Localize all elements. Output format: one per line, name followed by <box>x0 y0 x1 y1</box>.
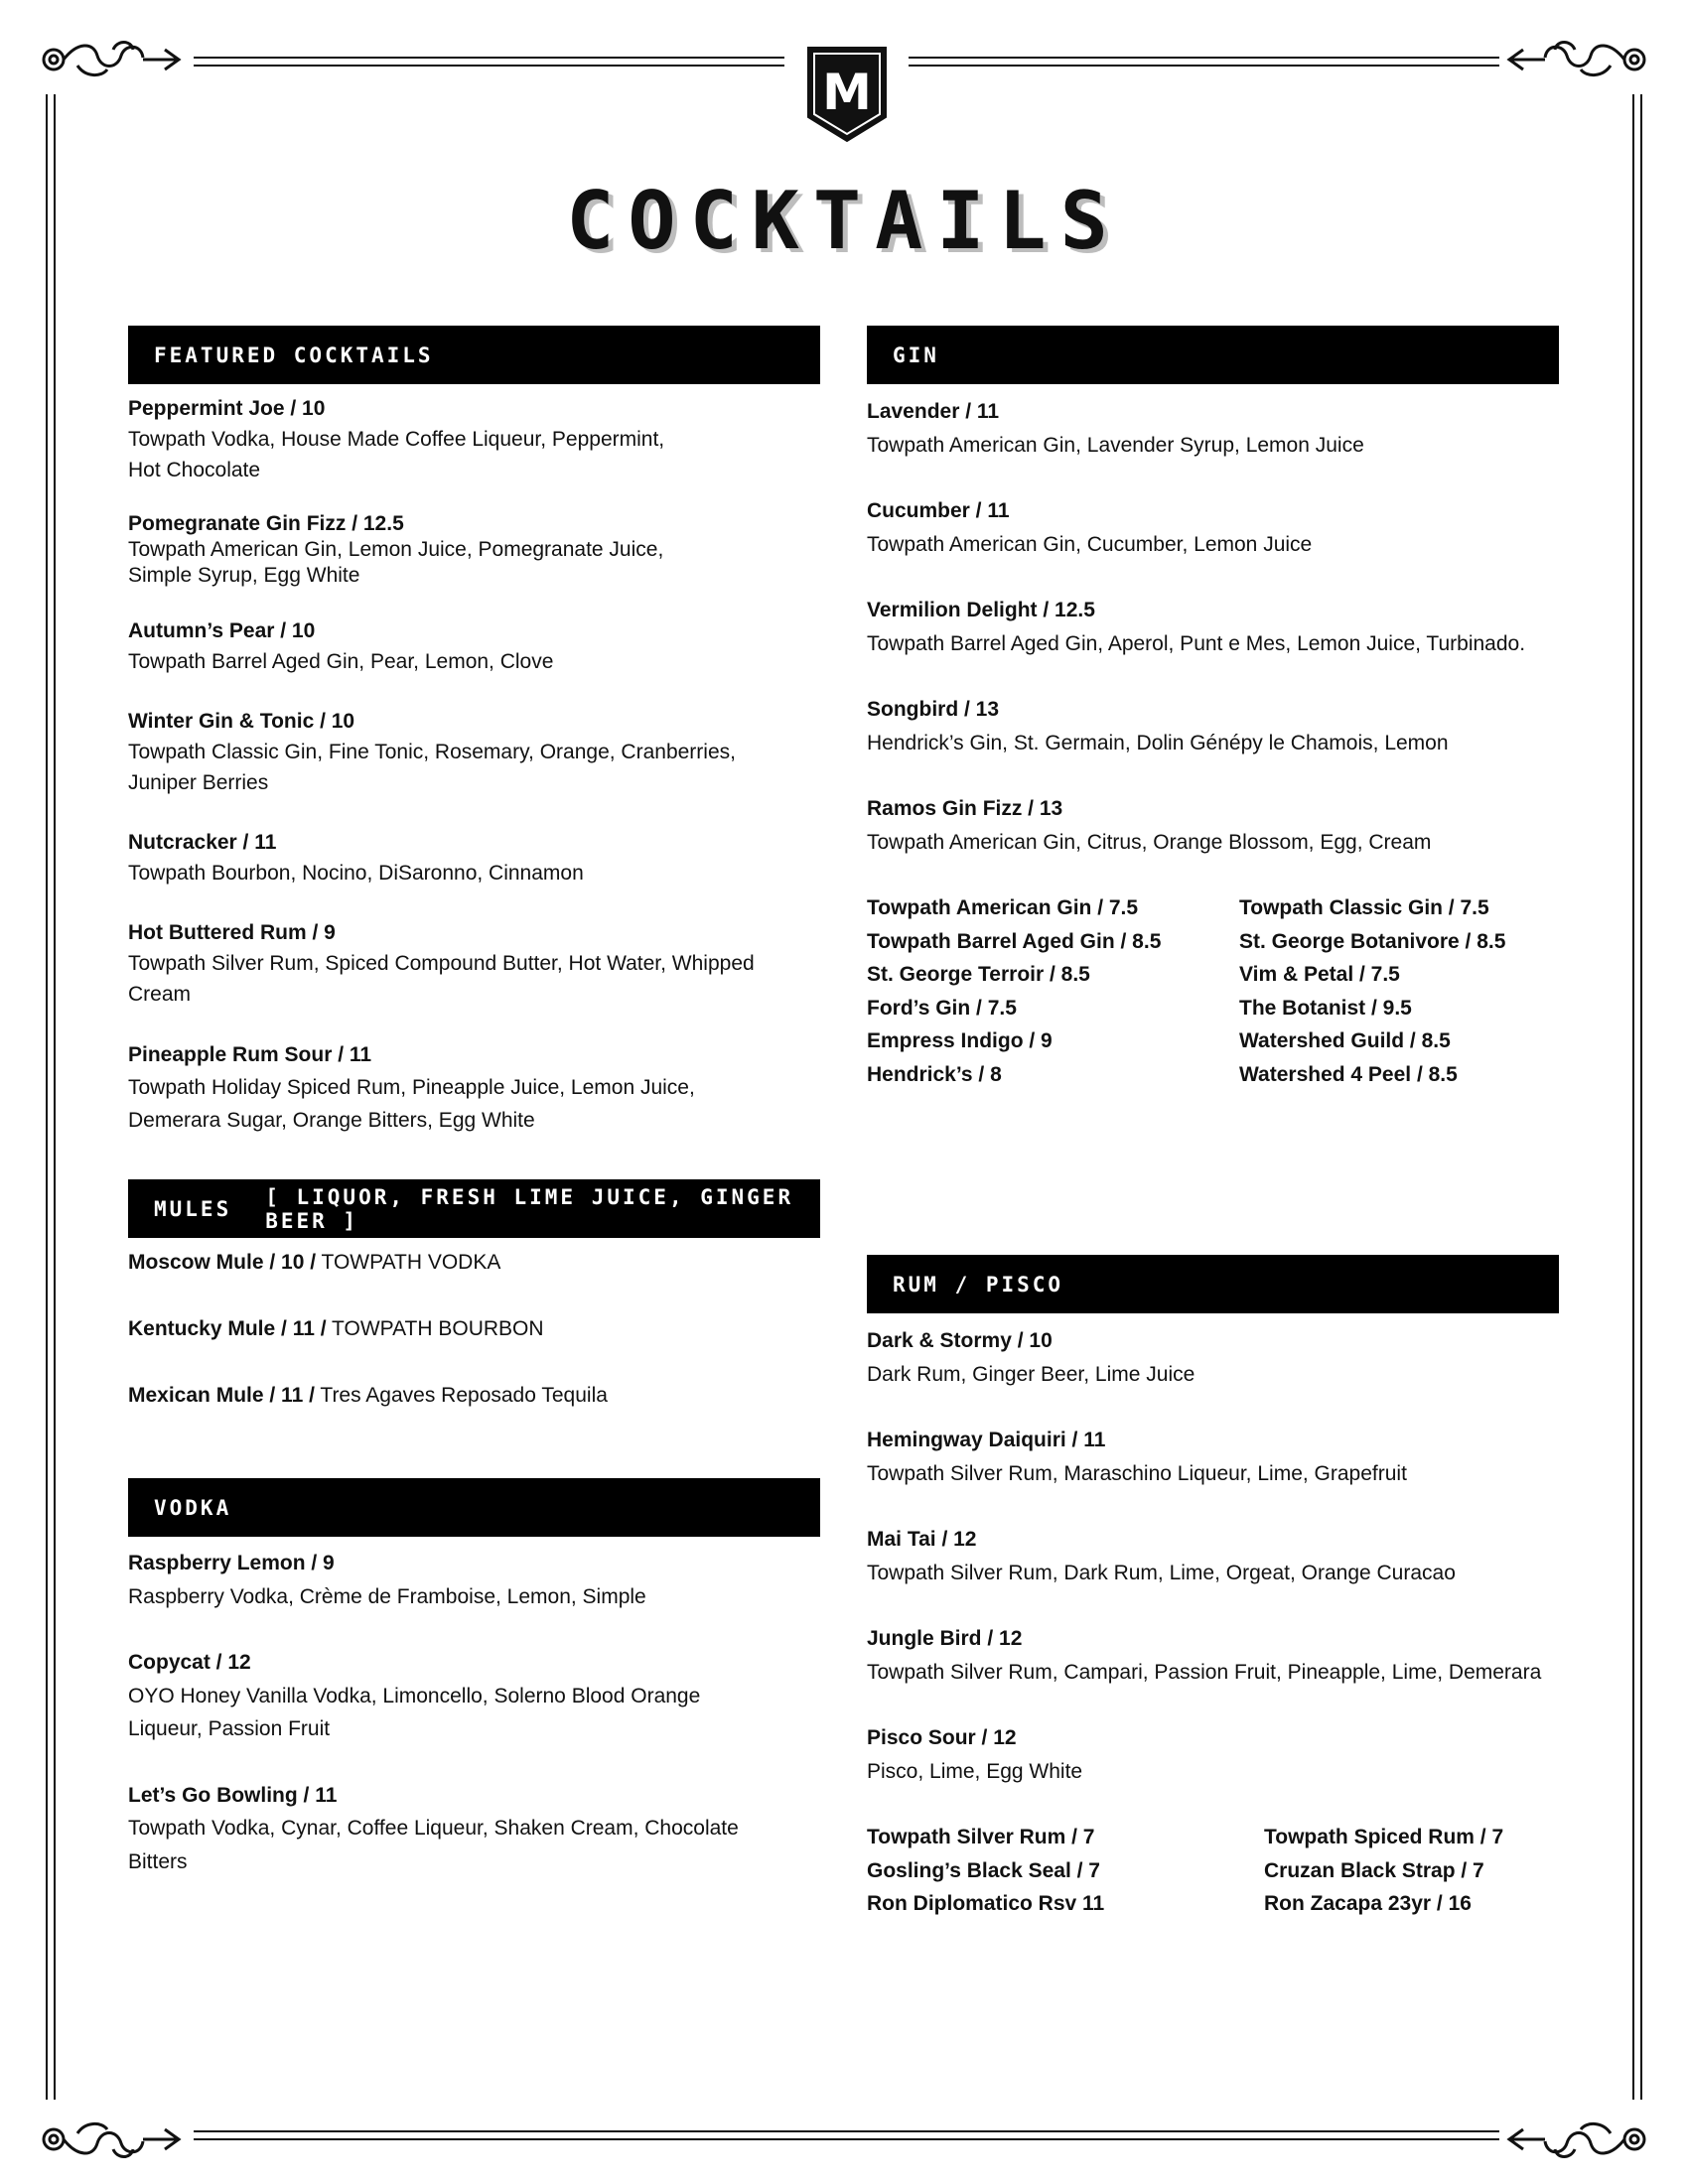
rum-spirits-list <box>867 1821 1661 1921</box>
menu-item <box>128 615 823 677</box>
section-header-rum <box>867 1255 1559 1313</box>
menu-item <box>867 594 1602 660</box>
corner-flourish-bottom-right <box>1501 2108 1650 2163</box>
menu-item <box>867 395 1602 462</box>
item-name: Dark & Stormy / 10 <box>867 1329 1053 1352</box>
item-name: Pisco Sour / 12 <box>867 1726 1017 1749</box>
item-desc: Liqueur, Passion Fruit <box>128 1717 331 1740</box>
menu-item <box>867 693 1602 759</box>
item-name: Copycat / 12 <box>128 1651 251 1674</box>
item-name: Hemingway Daiquiri / 11 <box>867 1429 1106 1451</box>
item-name: Ramos Gin Fizz / 13 <box>867 797 1063 820</box>
item-desc: Towpath Vodka, House Made Coffee Liqueur, Peppermint, <box>128 428 665 451</box>
menu-item <box>128 1038 823 1137</box>
section-title: MULES <box>154 1196 232 1221</box>
mule-item <box>128 1380 823 1411</box>
mule-item <box>128 1247 823 1278</box>
item-desc: OYO Honey Vanilla Vodka, Limoncello, Solerno Blood Orange <box>128 1684 701 1707</box>
mule-item <box>128 1313 823 1344</box>
item-spirit: TOWPATH VODKA <box>321 1251 501 1274</box>
item-name: Let’s Go Bowling / 11 <box>128 1783 338 1807</box>
gin-items <box>867 395 1602 859</box>
logo-letter: M <box>822 64 872 121</box>
item-desc: Towpath Barrel Aged Gin, Pear, Lemon, Clove <box>128 650 554 673</box>
section-header-vodka <box>128 1478 820 1537</box>
item-name: Winter Gin & Tonic / 10 <box>128 710 355 733</box>
corner-flourish-top-right <box>1501 36 1650 91</box>
list-item: Towpath Barrel Aged Gin / 8.5 <box>867 929 1162 953</box>
item-name: Cucumber / 11 <box>867 499 1010 522</box>
item-desc: Bitters <box>128 1849 188 1873</box>
list-item: Towpath Classic Gin / 7.5 <box>1239 896 1489 919</box>
section-header-gin <box>867 326 1559 384</box>
item-name: Pomegranate Gin Fizz / 12.5 <box>128 512 404 535</box>
item-desc: Raspberry Vodka, Crème de Framboise, Lemon, Simple <box>128 1584 646 1608</box>
logo-shield <box>802 38 892 145</box>
list-item: Watershed Guild / 8.5 <box>1239 1029 1451 1053</box>
section-title: VODKA <box>154 1495 232 1520</box>
item-name: Hot Buttered Rum / 9 <box>128 921 336 944</box>
item-name: Autumn’s Pear / 10 <box>128 619 316 642</box>
list-item: Cruzan Black Strap / 7 <box>1264 1858 1484 1882</box>
list-item: Gosling’s Black Seal / 7 <box>867 1858 1100 1882</box>
menu-item <box>867 1622 1621 1689</box>
menu-item <box>128 1646 823 1746</box>
item-desc: Cream <box>128 983 192 1006</box>
item-name: Pineapple Rum Sour / 11 <box>128 1043 372 1066</box>
menu-item <box>867 1324 1621 1391</box>
list-item: Ford’s Gin / 7.5 <box>867 996 1017 1020</box>
list-item: Towpath Silver Rum / 7 <box>867 1826 1095 1848</box>
item-desc: Hendrick’s Gin, St. Germain, Dolin Génépy le Chamois, Lemon <box>867 731 1449 754</box>
corner-flourish-bottom-left <box>38 2108 187 2163</box>
item-desc: Towpath Silver Rum, Dark Rum, Lime, Orgeat, Orange Curacao <box>867 1561 1456 1584</box>
item-name: Raspberry Lemon / 9 <box>128 1552 335 1574</box>
item-name: Lavender / 11 <box>867 400 1000 423</box>
menu-item <box>128 511 823 589</box>
item-desc: Simple Syrup, Egg White <box>128 564 360 587</box>
list-item: The Botanist / 9.5 <box>1239 996 1412 1020</box>
item-desc: Demerara Sugar, Orange Bitters, Egg White <box>128 1109 535 1132</box>
item-desc: Towpath Holiday Spiced Rum, Pineapple Juice, Lemon Juice, <box>128 1076 695 1099</box>
item-desc: Hot Chocolate <box>128 459 261 481</box>
item-name: Peppermint Joe / 10 <box>128 397 326 420</box>
menu-item <box>867 1424 1621 1490</box>
item-name: Kentucky Mule / 11 / <box>128 1317 327 1340</box>
list-item: Ron Zacapa 23yr / 16 <box>1264 1892 1472 1916</box>
menu-item <box>128 706 823 798</box>
list-item: Watershed 4 Peel / 8.5 <box>1239 1062 1458 1086</box>
item-name: Jungle Bird / 12 <box>867 1627 1023 1650</box>
list-item: Empress Indigo / 9 <box>867 1029 1053 1053</box>
list-item: St. George Botanivore / 8.5 <box>1239 929 1506 953</box>
section-title: RUM / PISCO <box>893 1272 1064 1297</box>
vodka-items <box>128 1547 823 1878</box>
list-item: Ron Diplomatico Rsv 11 <box>867 1892 1105 1916</box>
item-desc: Towpath Vodka, Cynar, Coffee Liqueur, Shaken Cream, Chocolate <box>128 1817 739 1840</box>
featured-items <box>128 393 823 1137</box>
section-header-mules <box>128 1179 820 1238</box>
item-desc: Pisco, Lime, Egg White <box>867 1759 1083 1783</box>
item-desc: Towpath American Gin, Citrus, Orange Blossom, Egg, Cream <box>867 830 1432 854</box>
item-name: Mexican Mule / 11 / <box>128 1384 315 1407</box>
section-subtitle: [ LIQUOR, FRESH LIME JUICE, GINGER BEER ] <box>265 1184 794 1233</box>
page-title: COCKTAILS <box>566 175 1122 267</box>
menu-item <box>867 1721 1621 1788</box>
menu-item <box>128 1547 823 1613</box>
item-desc: Juniper Berries <box>128 771 269 794</box>
list-item: Towpath Spiced Rum / 7 <box>1264 1826 1504 1848</box>
item-desc: Towpath American Gin, Cucumber, Lemon Juice <box>867 532 1313 556</box>
item-name: Vermilion Delight / 12.5 <box>867 599 1095 621</box>
item-desc: Towpath American Gin, Lavender Syrup, Lemon Juice <box>867 433 1364 457</box>
section-title: GIN <box>893 342 939 367</box>
list-item: Hendrick’s / 8 <box>867 1062 1002 1086</box>
item-spirit: TOWPATH BOURBON <box>332 1317 544 1340</box>
list-item: Vim & Petal / 7.5 <box>1239 963 1400 987</box>
item-desc: Towpath Bourbon, Nocino, DiSaronno, Cinnamon <box>128 862 584 885</box>
list-item: St. George Terroir / 8.5 <box>867 963 1090 987</box>
list-item: Towpath American Gin / 7.5 <box>867 896 1139 919</box>
menu-item <box>867 494 1602 561</box>
menu-item <box>128 393 823 485</box>
item-spirit: Tres Agaves Reposado Tequila <box>320 1384 608 1407</box>
item-name: Songbird / 13 <box>867 698 1000 721</box>
gin-spirits-list <box>867 891 1612 1092</box>
item-desc: Towpath American Gin, Lemon Juice, Pomegranate Juice, <box>128 538 664 561</box>
item-desc: Towpath Silver Rum, Campari, Passion Fruit, Pineapple, Lime, Demerara <box>867 1660 1542 1684</box>
menu-item <box>867 1523 1621 1589</box>
menu-item <box>867 792 1602 859</box>
section-title: FEATURED COCKTAILS <box>154 342 434 367</box>
item-desc: Towpath Classic Gin, Fine Tonic, Rosemary, Orange, Cranberries, <box>128 741 736 763</box>
item-desc: Dark Rum, Ginger Beer, Lime Juice <box>867 1362 1196 1386</box>
item-name: Moscow Mule / 10 / <box>128 1251 317 1274</box>
item-name: Mai Tai / 12 <box>867 1528 977 1551</box>
item-desc: Towpath Silver Rum, Spiced Compound Butter, Hot Water, Whipped <box>128 952 755 975</box>
section-header-featured <box>128 326 820 384</box>
menu-item <box>128 827 823 888</box>
rum-items <box>867 1324 1621 1788</box>
item-name: Nutcracker / 11 <box>128 831 277 854</box>
item-desc: Towpath Silver Rum, Maraschino Liqueur, Lime, Grapefruit <box>867 1461 1407 1485</box>
corner-flourish-top-left <box>38 36 187 91</box>
menu-item <box>128 917 823 1010</box>
item-desc: Towpath Barrel Aged Gin, Aperol, Punt e Mes, Lemon Juice, Turbinado. <box>867 631 1526 655</box>
mules-items <box>128 1247 823 1411</box>
menu-item <box>128 1779 823 1879</box>
